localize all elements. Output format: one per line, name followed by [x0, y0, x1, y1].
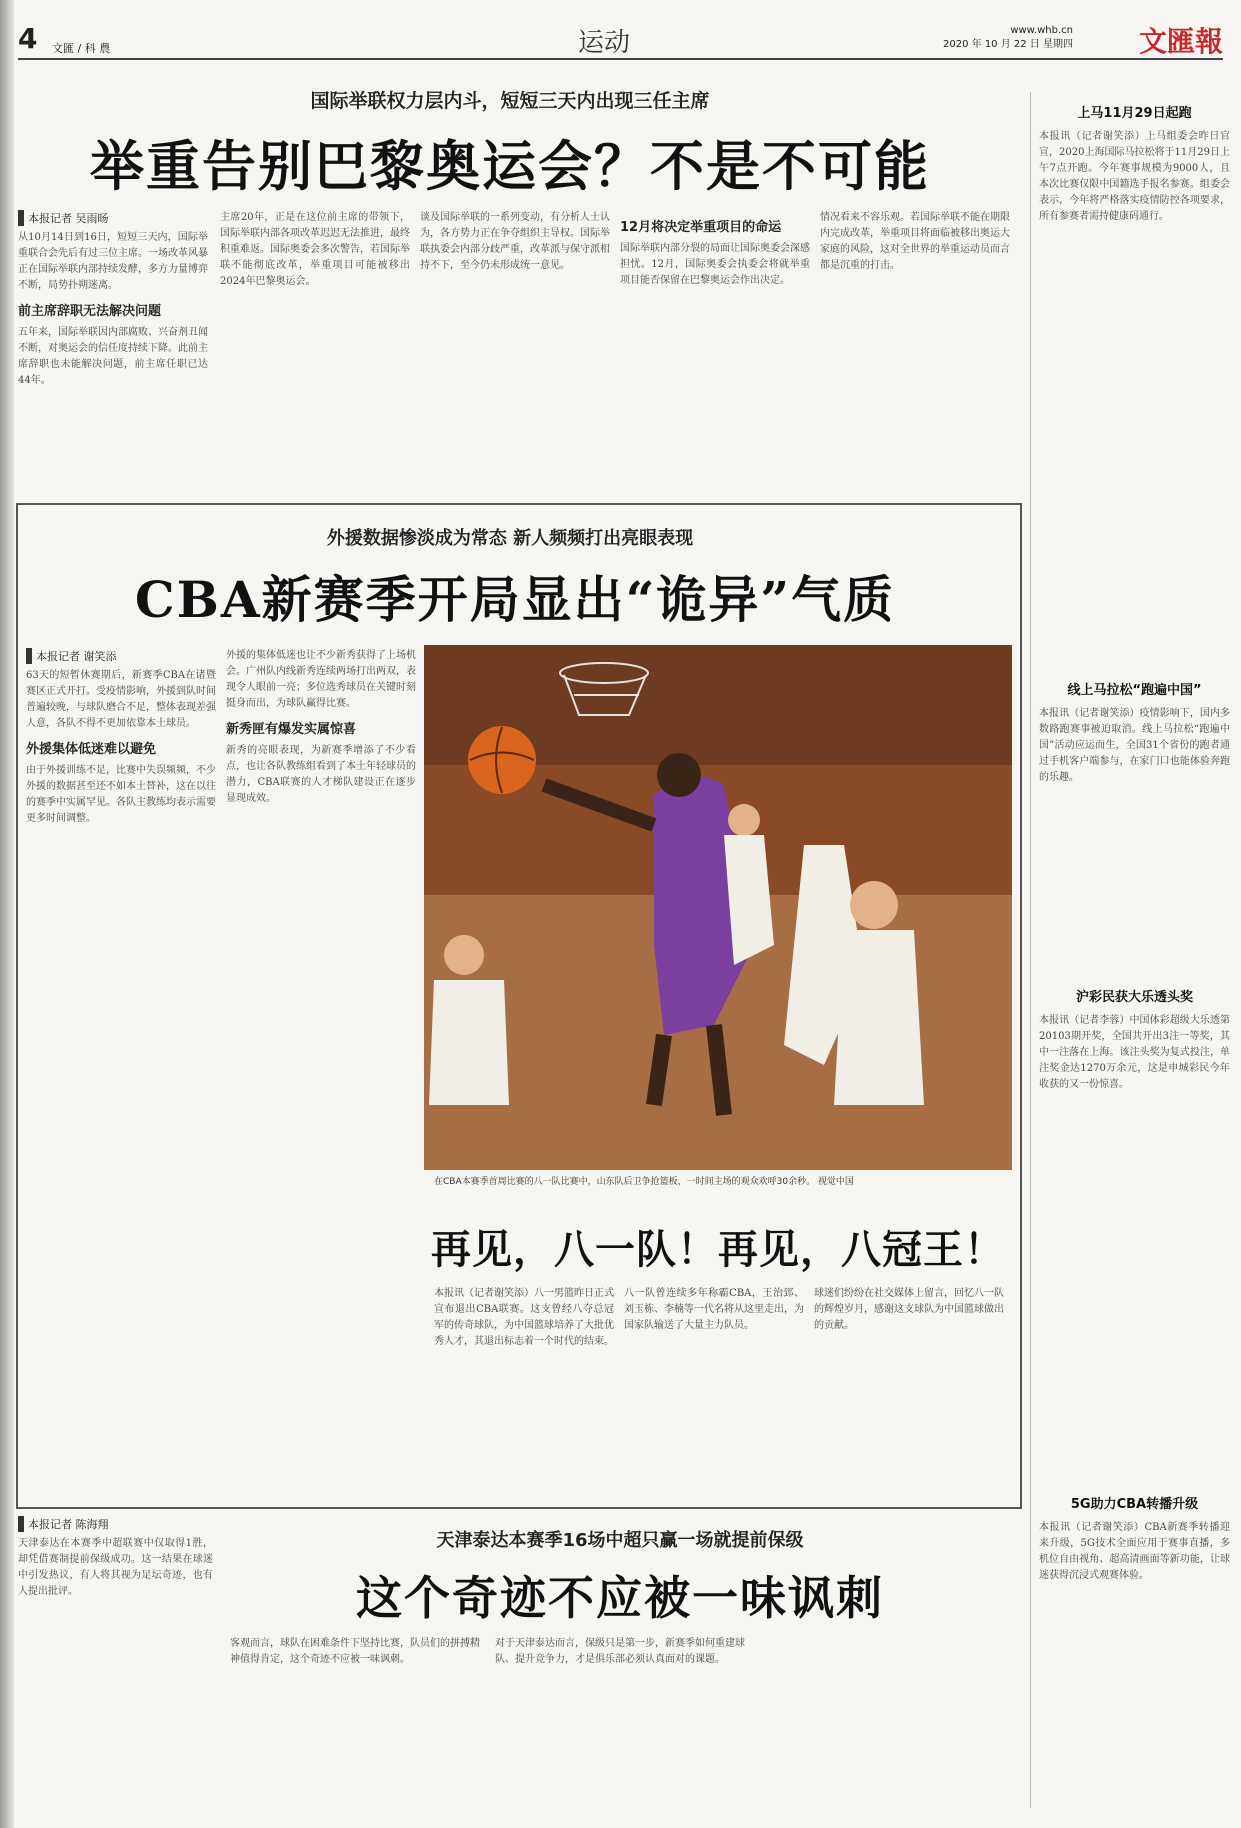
top-story-kicker: 国际举联权力层内斗，短短三天内出现三任主席 [310, 90, 710, 112]
tianjin-text-1: 天津泰达在本赛季中超联赛中仅取得1胜，却凭借赛制提前保级成功。这一结果在球迷中引发热议，有人将其视为足坛奇迹，也有人提出批评。 [18, 1538, 213, 1597]
top-story-headline: 举重告别巴黎奥运会？不是不可能 [90, 135, 930, 198]
basketball-photo-illustration [424, 645, 1012, 1170]
cba-col-2 [226, 648, 416, 1498]
top-story-byline: 本报记者 吴雨旸 [18, 210, 208, 226]
cba-text-1b: 由于外援训练不足，比赛中失误频频，不少外援的数据甚至还不如本土替补，这在以往的赛季中实属罕见。各队主教练均表示需要更多时间调整。 [26, 765, 216, 824]
top-story-col-5: 情况看来不容乐观。若国际举联不能在期限内完成改革，举重项目将面临被移出奥运大家庭的风险，这对全世界的举重运动员而言都是沉重的打击。 [820, 212, 1010, 271]
top-story-col-4 [620, 210, 810, 500]
sidebar-lottery-body: 本报讯（记者李蓉）中国体彩超级大乐透第20103期开奖，全国共开出3注一等奖，其中一注落在上海。该注头奖为复式投注，单注奖金达1270万余元，这是申城彩民今年收获的又一份惊喜。 [1039, 1015, 1230, 1090]
page-spine [0, 0, 14, 1828]
cba-kicker: 外援数据惨淡成为常态 新人频频打出亮眼表现 [326, 528, 694, 549]
tianjin-kicker: 天津泰达本赛季16场中超只赢一场就提前保级 [436, 1530, 804, 1551]
sidebar-shanghai-marathon-body: 本报讯（记者谢笑添）上马组委会昨日官宣，2020上海国际马拉松将于11月29日上午7点开跑。今年赛事规模为9000人，且本次比赛仅限中国籍选手报名参赛。组委会表示，今年将严格落实疫情防控各项要求，所有参赛者需持健康码通行。 [1039, 131, 1230, 222]
tianjin-col-2: 客观而言，球队在困难条件下坚持比赛，队员们的拼搏精神值得肯定，这个奇迹不应被一味讽刺。 [230, 1638, 480, 1665]
tianjin-col-1 [18, 1516, 213, 1816]
sidebar-5g-title: 5G助力CBA转播升级 [1070, 1497, 1199, 1512]
top-story-col-1 [18, 210, 208, 500]
top-story-subhead-2: 12月将决定举重项目的命运 [620, 220, 782, 235]
top-story-col-3: 谈及国际举联的一系列变动，有分析人士认为，各方势力正在争夺组织主导权。国际举联执委会内部分歧严重，改革派与保守派相持不下，至今仍未形成统一意见。 [420, 212, 610, 271]
edition-label: 文匯 / 科 農 [52, 42, 111, 55]
sidebar-lottery-title: 沪彩民获大乐透头奖 [1075, 990, 1193, 1005]
bayi-col-1: 本报讯（记者谢笑添）八一男篮昨日正式宣布退出CBA联赛。这支曾经八夺总冠军的传奇球队，为中国篮球培养了大批优秀人才，其退出标志着一个时代的结束。 [434, 1288, 614, 1347]
cba-col-1 [26, 648, 216, 1498]
top-story-text-1b: 五年来，国际举联因内部腐败、兴奋剂丑闻不断，对奥运会的信任度持续下降。此前主席辞职也未能解决问题，前主席任职已达44年。 [18, 327, 208, 386]
tianjin-headline: 这个奇迹不应被一味讽刺 [356, 1571, 884, 1625]
cba-subhead-2: 新秀匣有爆发实属惊喜 [226, 722, 357, 737]
sidebar-5g-body: 本报讯（记者谢笑添）CBA新赛季转播迎来升级，5G技术全面应用于赛事直播，多机位自由视角、超高清画面等新功能，让球迷获得沉浸式观赛体验。 [1039, 1522, 1230, 1581]
cba-subhead-1: 外援集体低迷难以避免 [26, 742, 157, 757]
top-story-text-1: 从10月14日到16日，短短三天内，国际举重联合会先后有过三位主席。一场改革风暴正在国际举联内部持续发酵，多方力量博弈不断，局势扑朔迷离。 [18, 232, 208, 291]
page-header [18, 18, 1223, 60]
sidebar-online-marathon-body: 本报讯（记者谢笑添）疫情影响下，国内多数路跑赛事被迫取消。线上马拉松“跑遍中国”活动应运而生，全国31个省份的跑者通过手机客户端参与，在家门口也能体验奔跑的乐趣。 [1039, 708, 1230, 783]
top-story-subhead-1: 前主席辞职无法解决问题 [18, 304, 162, 319]
top-story-text-4: 国际举联内部分裂的局面让国际奥委会深感担忧。12月，国际奥委会执委会将就举重项目能否保留在巴黎奥运会作出决定。 [620, 243, 810, 286]
page-number: 4 [18, 22, 38, 55]
section-title: 运动 [578, 28, 631, 58]
website: www.whb.cn [1010, 25, 1073, 36]
basketball-photo [424, 645, 1012, 1170]
cba-text-1: 63天的短暂休赛期后，新赛季CBA在诸暨赛区正式开打。受疫情影响，外援到队时间普遍较晚，与球队磨合不足，整体表现差强人意，各队不得不更加依靠本土球员。 [26, 670, 216, 729]
masthead-logo: 文匯報 [1138, 25, 1223, 58]
tianjin-byline: 本报记者 陈海翔 [18, 1516, 213, 1532]
sidebar-online-marathon-title: 线上马拉松“跑遍中国” [1067, 683, 1202, 698]
bayi-col-2: 八一队曾连续多年称霸CBA，王治郅、刘玉栋、李楠等一代名将从这里走出，为国家队输送了大量主力队员。 [624, 1288, 804, 1331]
top-story-col-2: 主席20年，正是在这位前主席的带领下，国际举联内部各项改革迟迟无法推进，最终积重难返。国际奥委会多次警告，若国际举联不能彻底改革，举重项目可能被移出2024年巴黎奥运会。 [220, 212, 410, 287]
cba-byline: 本报记者 谢笑添 [26, 648, 216, 664]
cba-text-2b: 新秀的亮眼表现，为新赛季增添了不少看点，也让各队教练组看到了本土年轻球员的潜力，CBA联赛的人才梯队建设正在逐步显现成效。 [226, 745, 416, 804]
tianjin-col-3: 对于天津泰达而言，保级只是第一步，新赛季如何重建球队、提升竞争力，才是俱乐部必须认真面对的课题。 [495, 1638, 745, 1665]
issue-date: 2020 年 10 月 22 日 星期四 [943, 39, 1073, 50]
right-sidebar [1030, 92, 1230, 1808]
bayi-headline: 再见，八一队！再见，八冠王！ [431, 1226, 1005, 1273]
photo-caption: 在CBA本赛季首周比赛的八一队比赛中，山东队后卫争抢篮板，一时间主场的观众欢呼30余秒。 视觉中国 [434, 1177, 854, 1187]
cba-headline: CBA新赛季开局显出“诡异”气质 [134, 570, 896, 629]
header-info [943, 24, 1073, 52]
cba-text-2: 外援的集体低迷也让不少新秀获得了上场机会。广州队内线新秀连续两场打出两双，表现令人眼前一亮；多位选秀球员在关键时刻挺身而出，为球队赢得比赛。 [226, 650, 416, 709]
sidebar-shanghai-marathon-title: 上马11月29日起跑 [1077, 106, 1192, 121]
bayi-col-3: 球迷们纷纷在社交媒体上留言，回忆八一队的辉煌岁月，感谢这支球队为中国篮球做出的贡献。 [814, 1288, 1004, 1331]
